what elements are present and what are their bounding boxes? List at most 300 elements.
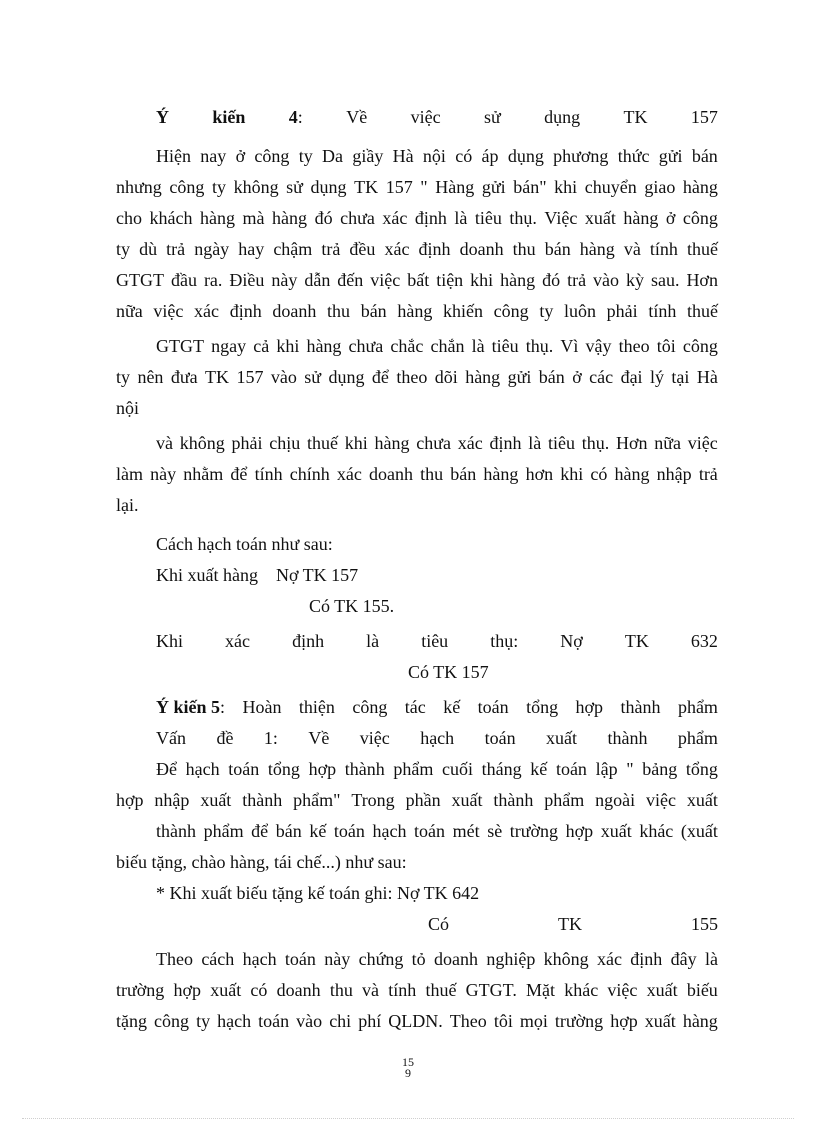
word: thành (344, 759, 385, 779)
word: phẩm (677, 697, 718, 717)
word: công (682, 208, 718, 228)
word: ra. (203, 270, 223, 290)
word: ở (572, 367, 582, 387)
word: định (414, 208, 447, 228)
word: có (250, 980, 268, 1000)
word: ty (116, 367, 131, 387)
text-line (116, 459, 718, 490)
word: là (528, 433, 542, 453)
word: ty (539, 301, 554, 321)
word: tại (671, 367, 690, 387)
word: toán (555, 759, 587, 779)
word: Da (322, 146, 344, 166)
word: bán (360, 301, 387, 321)
word: đại (620, 367, 643, 387)
word: trường (509, 821, 559, 841)
word: việc (153, 301, 184, 321)
word: phần (405, 790, 441, 810)
word: thu (512, 239, 536, 259)
word: lập (595, 759, 618, 779)
word: 157 (690, 107, 718, 127)
word: nghiệp (486, 949, 536, 969)
word: hàng (465, 367, 501, 387)
word: hay (238, 239, 265, 259)
word: thành (607, 728, 648, 748)
word: tặng (116, 1011, 147, 1031)
word: toán (228, 759, 260, 779)
word: trường (554, 1011, 604, 1031)
word: TK (354, 177, 379, 197)
text-line: lại. (116, 495, 139, 515)
text-line: Cách hạch toán như sau: (156, 534, 333, 554)
word: trả (698, 464, 718, 484)
text-line (116, 754, 718, 785)
word: nữa (116, 301, 143, 321)
word: việc (410, 107, 441, 127)
word: khi (276, 336, 300, 356)
subheading-van-de-1 (116, 723, 718, 754)
word: dù (139, 239, 158, 259)
word: mọi (519, 1011, 548, 1031)
word: hàng (306, 336, 342, 356)
word: hàng (614, 464, 650, 484)
word: khiến (443, 301, 483, 321)
word: vậy (585, 336, 612, 356)
word: hàng (579, 239, 615, 259)
word: gửi (481, 177, 506, 197)
word: thuế (307, 433, 338, 453)
word: dẫn (304, 270, 331, 290)
word: Hơn (616, 433, 648, 453)
word: tiêu (491, 336, 519, 356)
word: sau. (650, 270, 680, 290)
word: toán (477, 697, 509, 717)
word: xuất (600, 821, 632, 841)
word: định (418, 239, 451, 259)
word: 155 (690, 914, 718, 934)
word: hàng (272, 208, 308, 228)
word: bán (538, 367, 565, 387)
word: 4: (288, 107, 303, 127)
word: hàng (483, 464, 519, 484)
word: công (254, 146, 290, 166)
word: 157 (236, 367, 264, 387)
word: chưa (416, 433, 451, 453)
text-line (116, 785, 718, 816)
word: xuất (210, 980, 242, 1000)
word: ở (235, 146, 246, 166)
word: hàng (374, 433, 410, 453)
word: doanh (272, 301, 317, 321)
word: xuất (546, 728, 578, 748)
word: khi (470, 270, 494, 290)
word: tiêu (421, 631, 449, 651)
word: tính (388, 980, 417, 1000)
word: sè (487, 821, 503, 841)
text-line (116, 234, 718, 265)
word: ở (665, 208, 676, 228)
word: chính (289, 464, 330, 484)
word: phải (606, 301, 638, 321)
word: trả (321, 239, 341, 259)
word: dõi (434, 367, 458, 387)
entry-line: Có TK 155. (156, 596, 395, 616)
word: hợp (116, 790, 144, 810)
word: ty (196, 1011, 211, 1031)
word: khác (639, 821, 674, 841)
word: " (420, 177, 428, 197)
word: ty (116, 239, 131, 259)
word: QLDN. (388, 1011, 443, 1031)
word: và (156, 433, 173, 453)
word: doanh (368, 464, 413, 484)
word: toán (333, 821, 365, 841)
word: xuất (584, 208, 616, 228)
word: cuối (442, 759, 474, 779)
word: thành (620, 697, 661, 717)
word: đó (542, 270, 561, 290)
word: phí (358, 1011, 382, 1031)
word: hợp (308, 759, 337, 779)
word: TK (558, 914, 582, 934)
word: hạch (217, 1011, 252, 1031)
word: giao (644, 177, 676, 197)
word: và (362, 980, 380, 1000)
word: tôi (493, 1011, 513, 1031)
word: xuất (686, 790, 718, 810)
word: thức (617, 146, 650, 166)
word: Vì (560, 336, 579, 356)
heading-y-kien-5 (116, 692, 718, 723)
word: hợp (575, 697, 604, 717)
word: dụng (310, 177, 347, 197)
word: đưa (170, 367, 198, 387)
word: (xuất (680, 821, 718, 841)
word: xác (457, 433, 483, 453)
word: để (251, 821, 269, 841)
word: 157 (385, 177, 413, 197)
word: xác (382, 208, 408, 228)
word: định (229, 301, 262, 321)
word: Nợ (560, 631, 583, 651)
word: này (324, 949, 351, 969)
word: hạch (242, 949, 277, 969)
entry-line: Có TK 157 (156, 662, 489, 682)
word: xuất (200, 790, 232, 810)
word: tháng (481, 759, 522, 779)
word: xác (336, 464, 362, 484)
word: bán (691, 146, 718, 166)
heading-y-kien-4 (116, 102, 718, 133)
word: thuế (686, 301, 718, 321)
word: khi (560, 464, 584, 484)
word: ty (298, 146, 313, 166)
word: hợp (610, 1011, 638, 1031)
word: đây (670, 949, 697, 969)
word: Ý kiến 5: (156, 697, 226, 717)
word: ngày (194, 239, 230, 259)
word: có (455, 146, 473, 166)
word: cả (253, 336, 270, 356)
word: áp (481, 146, 499, 166)
text-line: nội (116, 398, 140, 418)
word: khách (149, 208, 193, 228)
word: hàng (682, 177, 718, 197)
word: gửi (658, 146, 683, 166)
word: Theo (156, 949, 193, 969)
word: ngoài (595, 790, 636, 810)
entry-line: Khi xuất hàng Nợ TK 157 (156, 565, 359, 585)
word: biếu (686, 980, 718, 1000)
text-line (116, 141, 718, 172)
word: trả (567, 270, 587, 290)
word: xác (225, 631, 251, 651)
word: Việc (544, 208, 578, 228)
word: phải (231, 433, 263, 453)
word: phương (553, 146, 609, 166)
word: chưa (348, 336, 384, 356)
word: dụng (328, 367, 365, 387)
word: theo (618, 336, 650, 356)
word: Ý (156, 107, 169, 127)
word: thuế (687, 239, 718, 259)
text-line (116, 331, 718, 362)
word: phẩm (544, 790, 585, 810)
page-number (396, 1057, 420, 1079)
word: phẩm (677, 728, 718, 748)
word: tính (648, 301, 677, 321)
word: xác (194, 301, 220, 321)
word: nhằm (183, 464, 224, 484)
word: trường (116, 980, 165, 1000)
word: toán (284, 949, 316, 969)
entry-justified-line (116, 626, 718, 657)
word: Để (156, 759, 177, 779)
word: giầy (352, 146, 384, 166)
word: 632 (690, 631, 718, 651)
footer-divider (22, 1118, 794, 1119)
word: xuất (451, 790, 483, 810)
word: nên (137, 367, 164, 387)
word: Hàng (435, 177, 475, 197)
word: nhập (154, 790, 190, 810)
word: đều (349, 239, 376, 259)
word: doanh (459, 239, 504, 259)
word: chuyển (584, 177, 637, 197)
word: sử (286, 177, 303, 197)
word: Khi (156, 631, 183, 651)
word: công (352, 697, 388, 717)
word: cho (116, 208, 142, 228)
word: toán (258, 1011, 290, 1031)
word: này (150, 464, 177, 484)
page-number-bottom: 9 (405, 1066, 411, 1080)
word: đến (337, 270, 364, 290)
word: Vấn (156, 728, 186, 748)
word: chắn (430, 336, 465, 356)
word: " (626, 759, 634, 779)
word: việc (359, 728, 390, 748)
word: có (590, 464, 608, 484)
word: bán" (513, 177, 547, 197)
word: làm (116, 464, 143, 484)
word: theo (396, 367, 428, 387)
word: bất (407, 270, 430, 290)
word: việc (370, 270, 401, 290)
word: tổng (267, 759, 300, 779)
word: việc (687, 433, 718, 453)
word: GTGT (156, 336, 204, 356)
word: định (489, 433, 522, 453)
text-line (116, 265, 718, 296)
word: không (233, 177, 279, 197)
word: để (371, 367, 389, 387)
word: doanh (276, 980, 321, 1000)
word: vào (593, 270, 620, 290)
word: tổng (685, 759, 718, 779)
word: công (682, 336, 718, 356)
word: phẩm" (293, 790, 341, 810)
word: tính (649, 239, 678, 259)
word: Hà (696, 367, 718, 387)
word: là (704, 949, 718, 969)
word: sử (483, 107, 501, 127)
word: phẩm (203, 821, 244, 841)
word: công (493, 301, 529, 321)
word: thụ. (525, 336, 554, 356)
word: tính (254, 464, 283, 484)
word: hợp (173, 980, 202, 1000)
word: đầu (170, 270, 197, 290)
word: tỏ (411, 949, 426, 969)
word: định (292, 631, 325, 651)
word: hàng (623, 208, 659, 228)
word: thu (329, 980, 353, 1000)
word: là (471, 336, 485, 356)
word: nữa (654, 433, 682, 453)
word: là (366, 631, 380, 651)
word: tổng (526, 697, 559, 717)
word: Hoàn (242, 697, 282, 717)
text-line (116, 816, 718, 847)
word: cách (201, 949, 235, 969)
word: việc (646, 790, 677, 810)
word: trả (166, 239, 186, 259)
word: hạch (185, 759, 220, 779)
word: chưa (340, 208, 375, 228)
word: Về (308, 728, 330, 748)
word: tiêu (474, 208, 502, 228)
word: nội (422, 146, 446, 166)
word: lý (649, 367, 664, 387)
word: hàng (500, 270, 536, 290)
word: ty (211, 177, 226, 197)
entry-justified-line (116, 909, 718, 940)
word: thụ. (509, 208, 537, 228)
word: doanh (434, 949, 478, 969)
text-line (116, 172, 718, 203)
page-number-top: 15 (402, 1055, 414, 1069)
word: khác (564, 980, 599, 1000)
word: chậm (273, 239, 313, 259)
text-line: * Khi xuất biếu tặng kế toán ghi: Nợ TK 642 (156, 883, 480, 903)
word: xuất (646, 980, 678, 1000)
text-line (116, 1006, 718, 1037)
word: bán (450, 464, 477, 484)
word: Hà (392, 146, 414, 166)
word: hạch (420, 728, 455, 748)
word: 1: (263, 728, 278, 748)
word: luôn (563, 301, 596, 321)
word: Điều (229, 270, 265, 290)
word: tác (404, 697, 426, 717)
text-line (116, 296, 718, 327)
word: mà (242, 208, 265, 228)
word: Hiện (156, 146, 191, 166)
word: nay (200, 146, 227, 166)
text-line (116, 975, 718, 1006)
word: này (271, 270, 298, 290)
word: phẩm (393, 759, 434, 779)
text-line (116, 428, 718, 459)
word: TK (205, 367, 230, 387)
word: kế (443, 697, 461, 717)
word: vào (270, 367, 297, 387)
word: công (154, 1011, 190, 1031)
word: hàng (682, 1011, 718, 1031)
word: nhập (656, 464, 692, 484)
word: và (623, 239, 641, 259)
word: ngay (211, 336, 247, 356)
word: thụ: (490, 631, 519, 651)
word: chịu (269, 433, 301, 453)
word: thành (242, 790, 283, 810)
word: hạch (372, 821, 407, 841)
word: thụ. (581, 433, 610, 453)
word: hợp (565, 821, 594, 841)
word: Theo (449, 1011, 487, 1031)
word: bảng (642, 759, 678, 779)
word: xác (596, 949, 622, 969)
word: chi (329, 1011, 352, 1031)
word: khi (344, 433, 368, 453)
word: xuất (644, 1011, 676, 1031)
word: xác (384, 239, 410, 259)
word: thuế (425, 980, 457, 1000)
text-line: biếu tặng, chào hàng, tái chế...) như sau: (116, 852, 407, 872)
word: kiến (212, 107, 246, 127)
word: toán (484, 728, 516, 748)
word: dụng (507, 146, 544, 166)
word: hàng (397, 301, 433, 321)
word: khi (554, 177, 578, 197)
word: kế (530, 759, 548, 779)
word: GTGT (116, 270, 164, 290)
word: Về (346, 107, 368, 127)
word: việc (607, 980, 638, 1000)
word: các (589, 367, 614, 387)
word: thu (420, 464, 444, 484)
word: Hơn (686, 270, 718, 290)
word: GTGT. (465, 980, 517, 1000)
word: Mặt (526, 980, 556, 1000)
word: thành (493, 790, 534, 810)
word: thiện (298, 697, 335, 717)
word: thu (327, 301, 351, 321)
word: đề (216, 728, 234, 748)
text-line (116, 944, 718, 975)
word: bán (275, 821, 302, 841)
